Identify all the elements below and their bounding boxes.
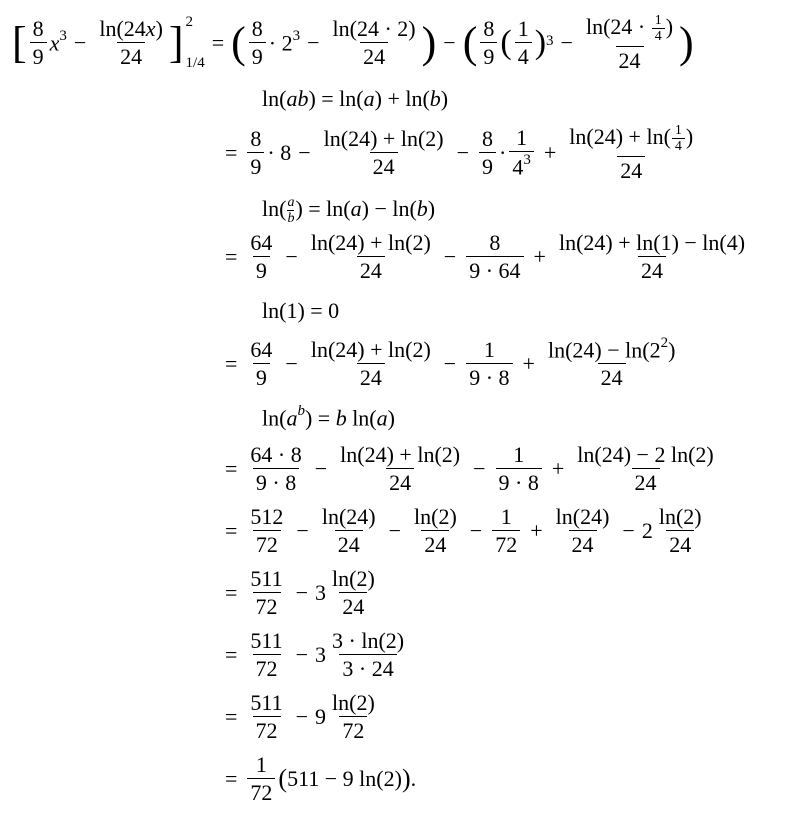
rule-log-one: ln(1) = 0 [262, 298, 340, 323]
step-10: = $\frac{1}{72}$ ( 511 − 9 ln(2) ) . [225, 752, 417, 805]
step-8: = $\frac{511}{72}$ − 3 $\frac{3 \cdot \ln(2)}{3 \cdot 24}$ [225, 628, 405, 681]
step-2: = $\frac{8}{9}$ · 8 − $\frac{\ln(24) + \ln(2)}{24}$ − $\frac{8}{9}$ · $\frac{1}{4^3}$ + ln(24) + ln( $\frac{1}{4}$ ) 24 [225, 123, 694, 183]
step-1: [ $\frac{8}{9}$ $x^3$ − $\frac{\ln(24x)}{24}$ ] 2 1/4 = ( $\frac{8}{9}$ · $2^3$ − $\frac{\ln(24 \cdot 2)}{24}$ ) − ( $\frac{8}{9}$ ( $\frac{1}{4}$ ) $^3$ − ln(24 · $\frac{1}{4}$ ) 24 ) [12, 13, 694, 73]
step-3: = $\frac{64}{9}$ − $\frac{\ln(24) + \ln(2)}{24}$ − $\frac{8}{9 \cdot 64}$ + $\frac{\ln(24) + \ln(1) - \ln(4)}{24}$ [225, 230, 746, 283]
rule-quotient-log: ln( $\frac{a}{b}$ ) = ln(a) − ln(b) [262, 195, 436, 226]
step-6: = $\frac{512}{72}$ − $\frac{\ln(24)}{24}$ − $\frac{\ln(2)}{24}$ − $\frac{1}{72}$ + $\frac{\ln(24)}{24}$ − 2 $\frac{\ln(2)}{24}$ [225, 504, 702, 557]
step-4: = $\frac{64}{9}$ − $\frac{\ln(24) + \ln(2)}{24}$ − $\frac{1}{9 \cdot 8}$ + $\frac{\ln(24) - \ln(2^2)}{24}$ [225, 335, 676, 391]
step-5: = $\frac{64 \cdot 8}{9 \cdot 8}$ − $\frac{\ln(24) + \ln(2)}{24}$ − $\frac{1}{9 \cdot 8}$ + $\frac{\ln(24) - 2 \ln(2)}{24}$ [225, 442, 714, 495]
rule-product-log: ln(ab) = ln(a) + ln(b) [262, 86, 449, 111]
rule-power-log: $\ln(a^b) = b$ ln(a) [262, 403, 395, 431]
step-9: = $\frac{511}{72}$ − 9 $\frac{\ln(2)}{72}$ [225, 690, 375, 743]
step-7: = $\frac{511}{72}$ − 3 $\frac{\ln(2)}{24}$ [225, 566, 375, 619]
